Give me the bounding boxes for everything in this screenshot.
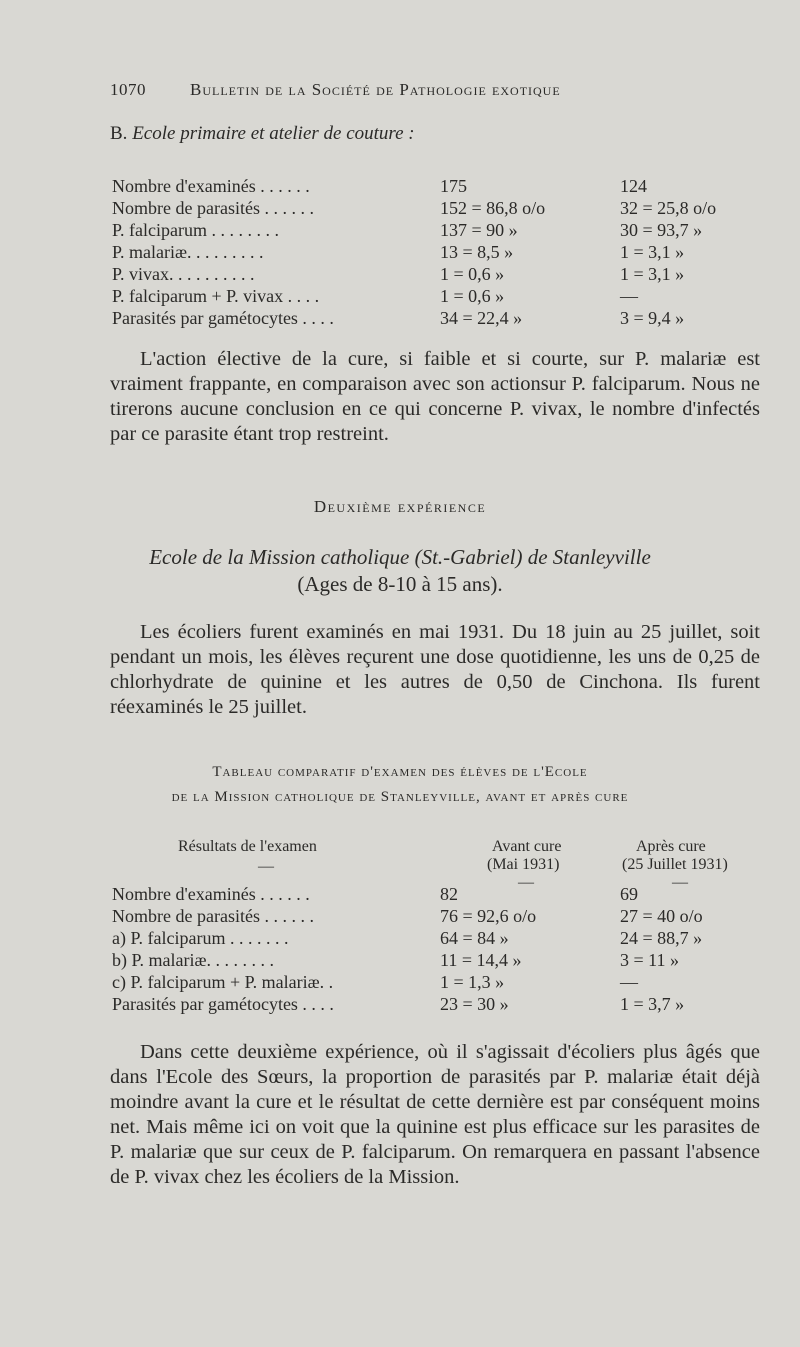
value-before: 1 = 0,6 »	[440, 286, 505, 306]
row-label: Nombre d'examinés . . . . . .	[112, 176, 310, 196]
row-label: Parasités par gamétocytes . . . .	[112, 308, 334, 328]
value-before: 23 = 30 »	[440, 994, 509, 1014]
value-after: 124	[620, 176, 647, 196]
table-row	[112, 263, 772, 285]
col-header-after-dash: —	[672, 874, 688, 891]
row-label: P. falciparum + P. vivax . . . .	[112, 286, 320, 306]
col-header-before-dash: —	[518, 874, 534, 891]
table-row	[112, 175, 772, 197]
row-label: Parasités par gamétocytes . . . .	[112, 994, 334, 1014]
value-after: 3 = 11 »	[620, 950, 679, 970]
col-header-after: Après cure	[636, 838, 706, 855]
value-after: 1 = 3,7 »	[620, 994, 685, 1014]
row-label: Nombre d'examinés . . . . . .	[112, 884, 310, 904]
section-b-prefix: B.	[110, 123, 128, 144]
value-after: 1 = 3,1 »	[620, 264, 685, 284]
value-after: 1 = 3,1 »	[620, 242, 685, 262]
experiment-heading: Deuxième expérience	[313, 497, 487, 516]
paragraph-cure-action	[110, 347, 760, 447]
table-2-title-line-2: de la Mission catholique de Stanleyville, avant et après cure	[171, 789, 629, 805]
journal-title: Bulletin de la Société de Pathologie exotique	[190, 80, 561, 99]
value-before: 137 = 90 »	[440, 220, 518, 240]
value-before: 175	[440, 176, 467, 196]
value-before: 11 = 14,4 »	[440, 950, 522, 970]
value-after: 24 = 88,7 »	[620, 928, 703, 948]
section-b-name: Ecole primaire et atelier de couture :	[132, 123, 415, 144]
value-before: 13 = 8,5 »	[440, 242, 514, 262]
value-after: 32 = 25,8 o/o	[620, 198, 717, 218]
row-label: Nombre de parasités . . . . . .	[112, 906, 314, 926]
row-label: c) P. falciparum + P. malariæ. .	[112, 972, 334, 992]
age-range-heading: (Ages de 8-10 à 15 ans).	[297, 572, 503, 596]
value-before: 64 = 84 »	[440, 928, 509, 948]
value-before: 76 = 92,6 o/o	[440, 906, 537, 926]
value-after: 69	[620, 884, 638, 904]
mission-school-heading: Ecole de la Mission catholique (St.-Gabriel) de Stanleyville	[149, 545, 651, 569]
value-before: 152 = 86,8 o/o	[440, 198, 546, 218]
table-row	[112, 949, 772, 971]
table-row	[112, 993, 772, 1015]
table-row	[112, 285, 772, 307]
paragraph-examination	[110, 620, 760, 720]
table-row	[112, 905, 772, 927]
paragraph-conclusion	[110, 1040, 760, 1190]
table-row	[112, 241, 772, 263]
table-row	[112, 927, 772, 949]
running-header	[110, 80, 670, 100]
value-after: 27 = 40 o/o	[620, 906, 703, 926]
table-row	[112, 219, 772, 241]
row-label: P. vivax. . . . . . . . . .	[112, 264, 255, 284]
section-b-title	[110, 123, 415, 145]
value-after: 3 = 9,4 »	[620, 308, 685, 328]
row-label: a) P. falciparum . . . . . . .	[112, 928, 289, 948]
value-before: 82	[440, 884, 458, 904]
results-table-first	[112, 175, 772, 329]
paragraph-2-text: Les écoliers furent examinés en mai 1931. Du 18 juin au 25 juillet, soit pendant un mois, les élèves reçurent une dose quotidienne, les uns de 0,25 de chlorhydrate de quinine et les autres de 0,50 de Cinchona. Ils furent réexaminés le 25 juillet.	[110, 621, 760, 718]
table-row	[112, 197, 772, 219]
row-label: Nombre de parasités . . . . . .	[112, 198, 314, 218]
row-label: P. falciparum . . . . . . . .	[112, 220, 279, 240]
table-row	[112, 971, 772, 993]
paragraph-1-text: L'action élective de la cure, si faible et si courte, sur P. malariæ est vraiment frappante, en comparaison avec son actionsur P. falciparum. Nous ne tirerons aucune conclusion en ce qui concerne P. vivax, le nombre d'infectés par ce parasite étant trop restreint.	[110, 348, 760, 445]
table-row	[112, 883, 772, 905]
value-before: 34 = 22,4 »	[440, 308, 523, 328]
results-table-mission	[112, 883, 772, 1015]
col-header-after-date: (25 Juillet 1931)	[622, 856, 728, 873]
page-number: 1070	[110, 80, 146, 99]
value-before: 1 = 1,3 »	[440, 972, 505, 992]
col-header-results: Résultats de l'examen	[178, 838, 317, 855]
value-after: —	[620, 286, 638, 306]
value-after: 30 = 93,7 »	[620, 220, 703, 240]
row-label: P. malariæ. . . . . . . . .	[112, 242, 264, 262]
value-before: 1 = 0,6 »	[440, 264, 505, 284]
table-row	[112, 307, 772, 329]
col-header-before-date: (Mai 1931)	[487, 856, 560, 873]
col-header-results-dash: —	[258, 858, 274, 875]
col-header-before: Avant cure	[492, 838, 562, 855]
paragraph-3-text: Dans cette deuxième expérience, où il s'agissait d'écoliers plus âgés que dans l'Ecole des Sœurs, la proportion de parasités par P. malariæ était déjà moindre avant la cure et le résultat de cette dernière est par conséquent moins net. Mais même ici on voit que la quinine est plus efficace sur les parasites de P. malariæ que sur ceux de P. falciparum. On remarquera en passant l'absence de P. vivax chez les écoliers de la Mission.	[110, 1041, 760, 1188]
table-2-title-line-1: Tableau comparatif d'examen des élèves de l'Ecole	[212, 764, 588, 780]
row-label: b) P. malariæ. . . . . . . .	[112, 950, 274, 970]
value-after: —	[620, 972, 638, 992]
